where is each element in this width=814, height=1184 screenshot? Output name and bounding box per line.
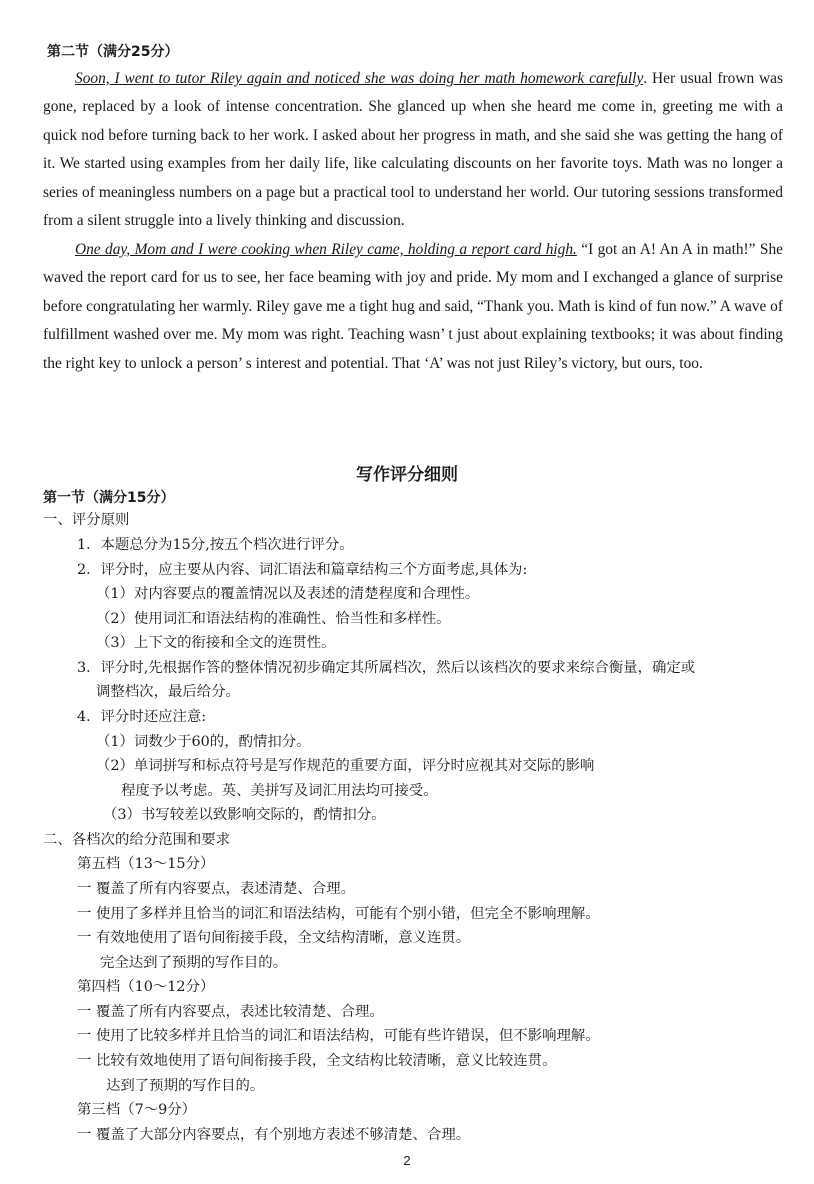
paragraph-1-body: . Her usual frown was gone, replaced by a look of intense concentration. She glanced up when she heard me come in, greeting me with a quick nod before turning back to her work. I asked about her progress in math, and she said she was getting the hang of it. We started using examples from her daily life, like calculating discounts on her favorite toys. Math was no longer a series of meaningless numbers on a page but a practical tool to understand her world. Our tutoring sessions transformed from a silent struggle into a lively thinking and discussion. xyxy=(43,70,783,230)
rubric-line: 二、各档次的给分范围和要求 xyxy=(43,832,231,848)
rubric-line: （3）上下文的衔接和全文的连贯性。 xyxy=(96,635,336,651)
rubric-line: 程度予以考虑。英、美拼写及词汇用法均可接受。 xyxy=(121,783,438,799)
rubric-line: 第四档（10～12分） xyxy=(77,979,215,995)
rubric-line: （1）词数少于60的，酌情扣分。 xyxy=(96,734,311,750)
rubric-line: 一 使用了比较多样并且恰当的词汇和语法结构，可能有些许错误，但不影响理解。 xyxy=(77,1028,600,1044)
essay-paragraph-2 xyxy=(43,236,783,378)
rubric-line: 第五档（13～15分） xyxy=(77,856,215,872)
rubric-line: 4．评分时还应注意: xyxy=(77,709,207,725)
section1-heading: 第一节（满分15分） xyxy=(43,490,175,506)
rubric-line: 一、评分原则 xyxy=(43,512,130,528)
paragraph-2-lead: One day, Mom and I were cooking when Riley came, holding a report card high. xyxy=(75,241,577,258)
rubric-line: 达到了预期的写作目的。 xyxy=(106,1078,265,1094)
rubric-line: 一 覆盖了大部分内容要点，有个别地方表述不够清楚、合理。 xyxy=(77,1127,471,1143)
rubric-line: 一 比较有效地使用了语句间衔接手段，全文结构比较清晰，意义比较连贯。 xyxy=(77,1053,557,1069)
rubric-line: 一 使用了多样并且恰当的词汇和语法结构，可能有个别小错，但完全不影响理解。 xyxy=(77,906,600,922)
rubric-line: 2．评分时，应主要从内容、词汇语法和篇章结构三个方面考虑,具体为: xyxy=(77,562,528,578)
paragraph-2-body: “I got an A! An A in math!” She waved the report card for us to see, her face beaming with joy and pride. My mom and I exchanged a glance of surprise before congratulating her warmly. Riley gave me a tight hug and said, “Thank you. Math is kind of fun now.” A wave of fulfillment washed over me. My mom was right. Teaching wasn’ t just about explaining textbooks; it was about finding the right key to unlock a person’ s interest and potential. That ‘A’ was not just Riley’s victory, but ours, too. xyxy=(43,241,783,372)
section2-heading: 第二节（满分25分） xyxy=(47,44,179,60)
rubric-line: （1）对内容要点的覆盖情况以及表述的清楚程度和合理性。 xyxy=(96,586,480,602)
rubric-title: 写作评分细则 xyxy=(356,465,458,485)
rubric-line: 一 覆盖了所有内容要点，表述比较清楚、合理。 xyxy=(77,1004,384,1020)
rubric-line: 一 有效地使用了语句间衔接手段，全文结构清晰，意义连贯。 xyxy=(77,930,471,946)
rubric-line: （2）单词拼写和标点符号是写作规范的重要方面，评分时应视其对交际的影响 xyxy=(96,758,595,774)
rubric-line: 一 覆盖了所有内容要点，表述清楚、合理。 xyxy=(77,881,355,897)
rubric-line: （3）书写较差以致影响交际的，酌情扣分。 xyxy=(103,807,386,823)
rubric-line: 完全达到了预期的写作目的。 xyxy=(100,955,288,971)
essay-paragraph-1 xyxy=(43,65,783,235)
rubric-line: （2）使用词汇和语法结构的准确性、恰当性和多样性。 xyxy=(96,611,451,627)
rubric-line: 第三档（7～9分） xyxy=(77,1102,197,1118)
paragraph-1-lead: Soon, I went to tutor Riley again and noticed she was doing her math homework carefully xyxy=(75,70,644,87)
rubric-line: 1．本题总分为15分,按五个档次进行评分。 xyxy=(77,537,354,553)
rubric-line: 3．评分时,先根据作答的整体情况初步确定其所属档次，然后以该档次的要求来综合衡量，确定或 xyxy=(77,660,696,676)
rubric-line: 调整档次，最后给分。 xyxy=(96,684,240,700)
page-number: 2 xyxy=(403,1153,411,1168)
